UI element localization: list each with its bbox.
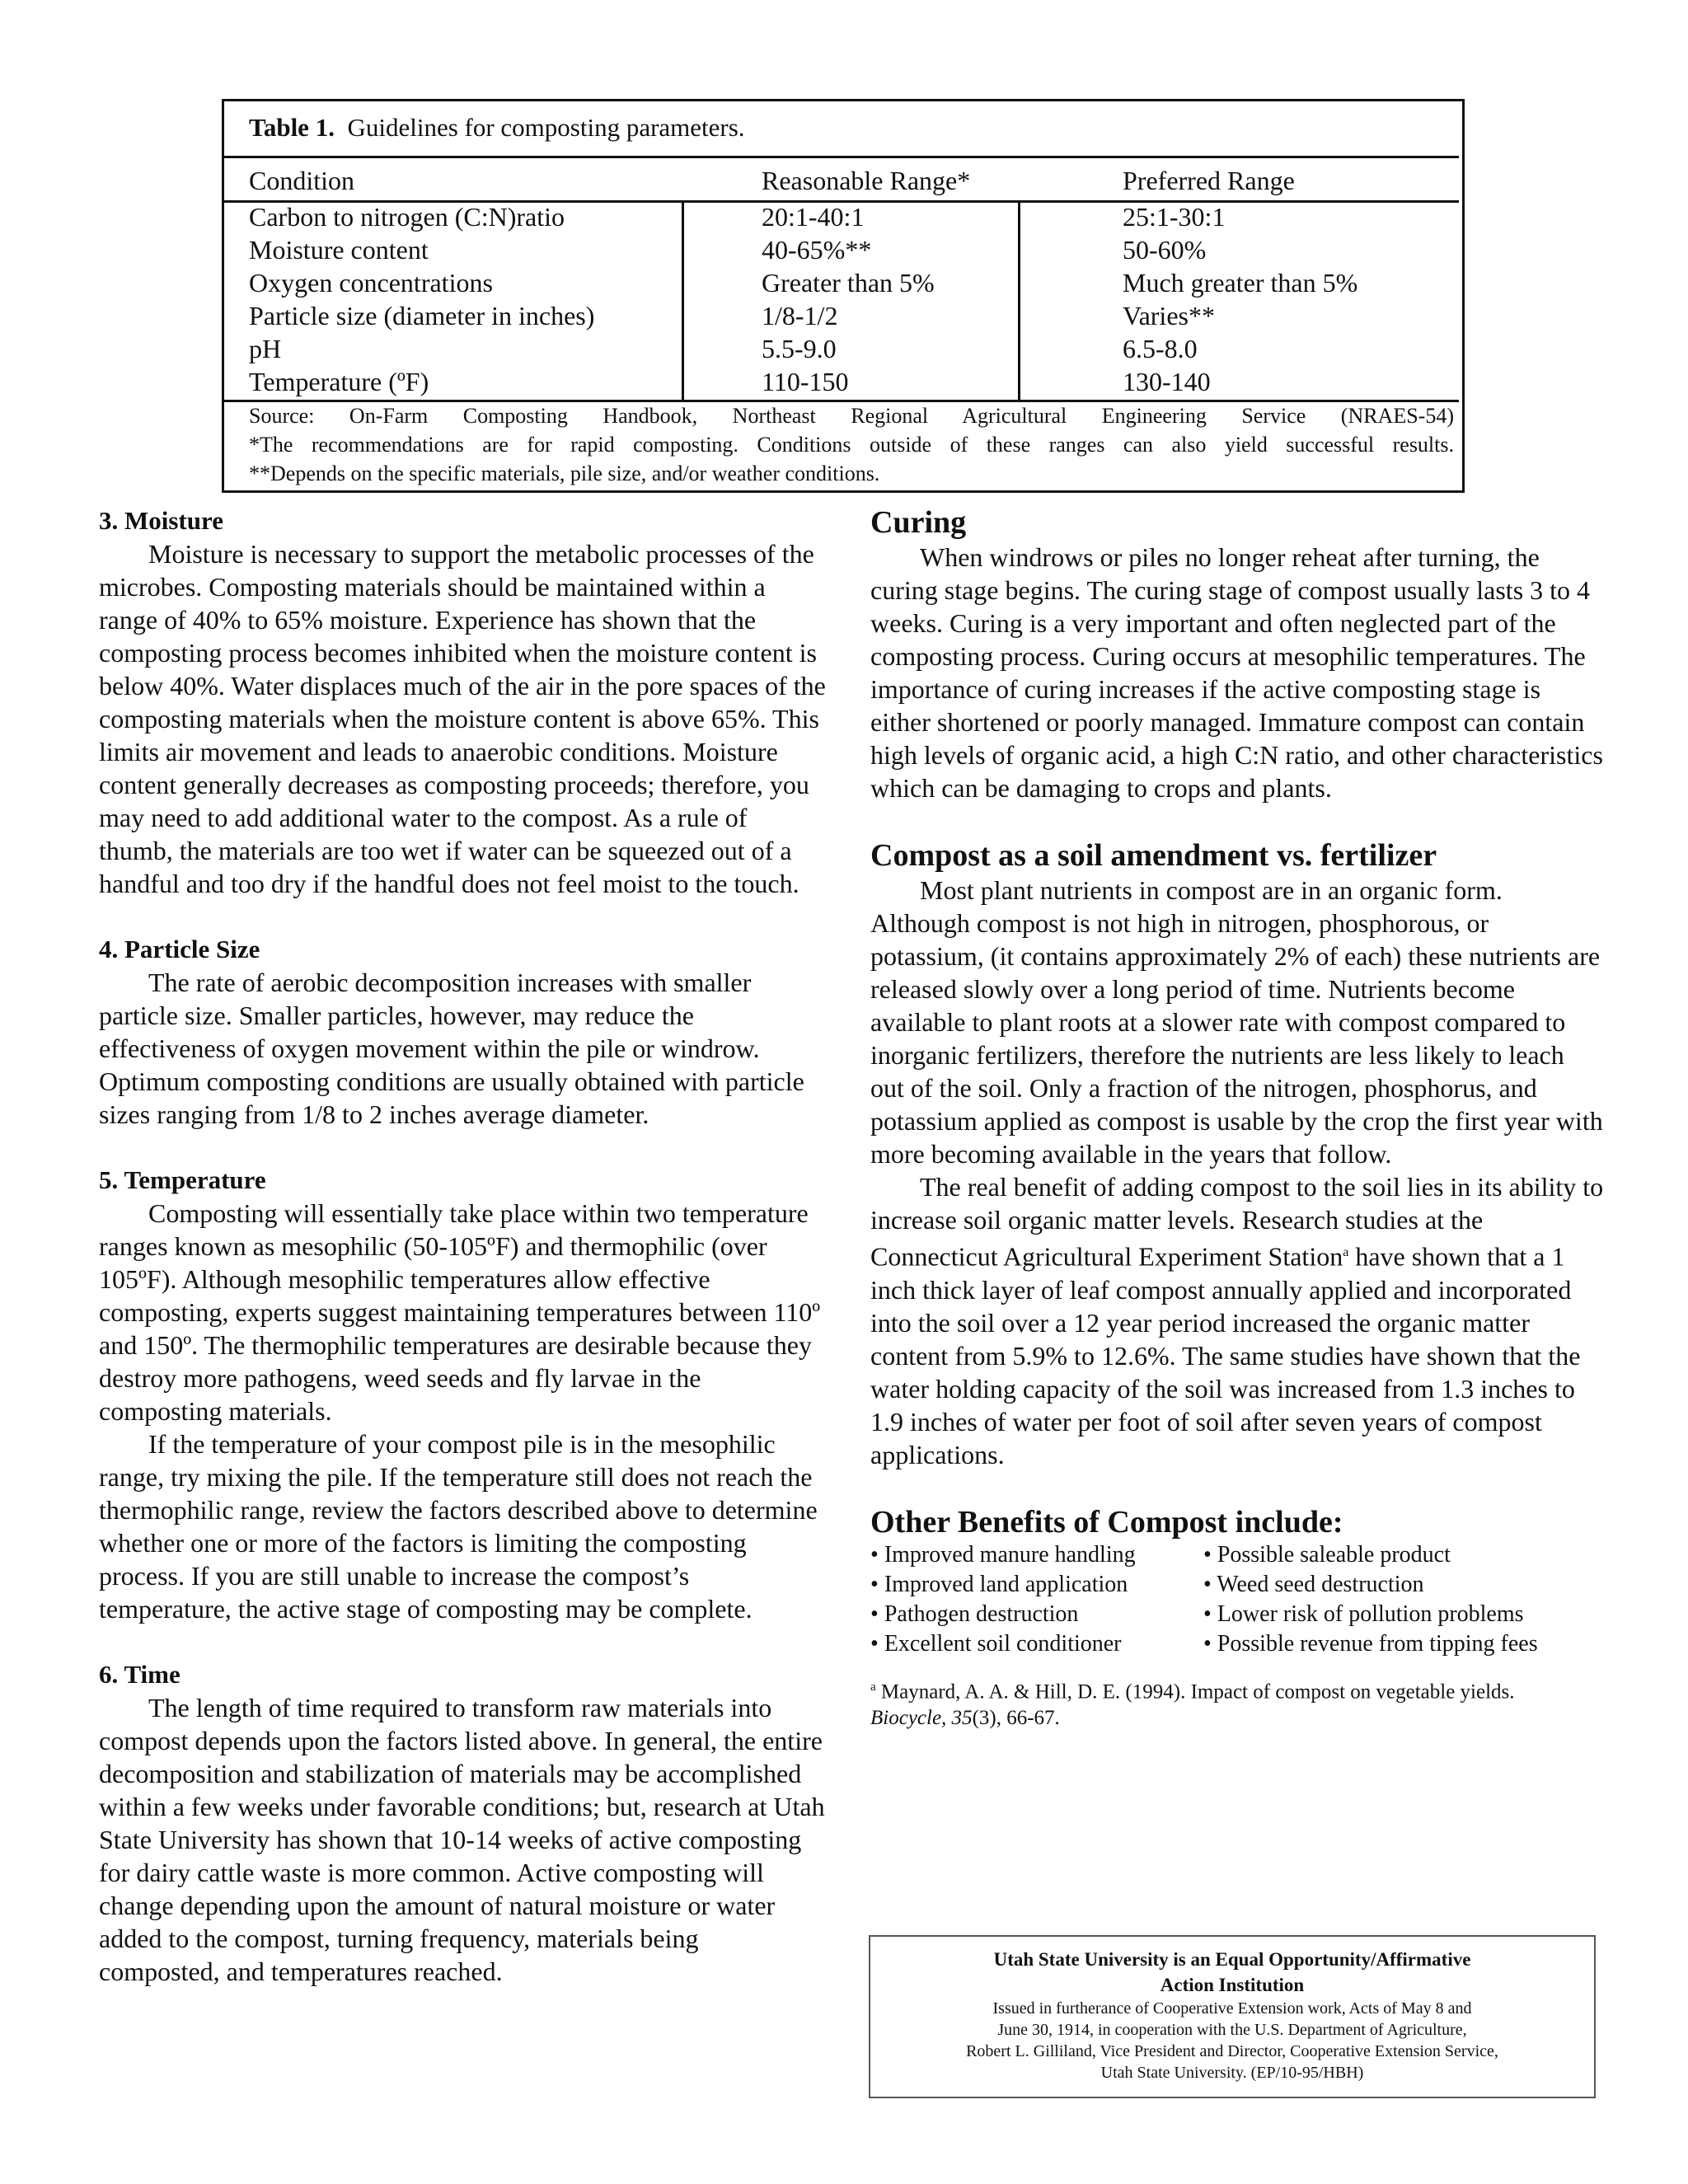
table-cell: Carbon to nitrogen (C:N)ratio bbox=[249, 202, 565, 232]
header-preferred-range: Preferred Range bbox=[1123, 166, 1295, 195]
footnote-marker: a bbox=[870, 1680, 876, 1694]
list-item: • Possible saleable product bbox=[1203, 1540, 1538, 1570]
table-cell: Oxygen concentrations bbox=[249, 268, 493, 298]
moisture-heading: 3. Moisture bbox=[99, 506, 223, 535]
curing-heading: Curing bbox=[870, 505, 967, 540]
footnote-ref: a bbox=[1343, 1245, 1349, 1259]
time-heading: 6. Time bbox=[99, 1660, 181, 1689]
header-condition: Condition bbox=[249, 166, 355, 195]
table-cell: Varies** bbox=[1123, 301, 1215, 330]
header-reasonable-range: Reasonable Range* bbox=[762, 166, 971, 195]
table-cell: Particle size (diameter in inches) bbox=[249, 301, 595, 330]
benefits-left-column bbox=[870, 1540, 1136, 1659]
particle-size-heading: 4. Particle Size bbox=[99, 935, 260, 963]
table-cell: Much greater than 5% bbox=[1123, 268, 1358, 298]
list-item: • Lower risk of pollution problems bbox=[1203, 1600, 1538, 1629]
table-cell: 5.5-9.0 bbox=[762, 334, 837, 363]
table-footnote-2: **Depends on the specific materials, pile size, and/or weather conditions. bbox=[249, 462, 880, 485]
benefits-right-column bbox=[1203, 1540, 1538, 1659]
right-column bbox=[870, 504, 1604, 1732]
caption-rule bbox=[224, 156, 1459, 158]
table-cell: Greater than 5% bbox=[762, 268, 935, 298]
table-cell: 25:1-30:1 bbox=[1123, 202, 1226, 232]
footnote: $^a$ Maynard, A. A. & Hill, D. E. (1994). Impact of compost on vegetable yields. Biocycle, 35(3), 66-67. bbox=[870, 1680, 1515, 1729]
temperature-paragraph-2: If the temperature of your compost pile is in the mesophilic range, try mixing the pile. If the temperature still does not reach the thermophilic range, review the factors described above to determine whether one or more of the factors is limiting the composting process. If you are still unable to increase the compost’s temperature, the active stage of composting may be complete. bbox=[99, 1429, 818, 1624]
eo-line: Utah State University. (EP/10-95/HBH) bbox=[1100, 2064, 1364, 2082]
list-item: • Pathogen destruction bbox=[870, 1600, 1136, 1629]
eo-title-line-1: Utah State University is an Equal Opportunity/Affirmative bbox=[993, 1949, 1471, 1970]
journal-name: Biocycle, 35 bbox=[870, 1706, 973, 1729]
eo-line: Issued in furtherance of Cooperative Extension work, Acts of May 8 and bbox=[992, 1999, 1472, 2018]
time-paragraph: The length of time required to transform raw materials into compost depends upon the factors listed above. In general, the entire decomposition and stabilization of materials may be accomplished within a few weeks under favorable conditions; but, research at Utah State University has shown that 10-14 weeks of active composting for dairy cattle waste is more common. Active composting will change depending upon the amount of natural moisture or water added to the compost, turning frequency, materials being composted, and temperatures reached. bbox=[99, 1693, 825, 1986]
table-cell: 6.5-8.0 bbox=[1123, 334, 1198, 363]
temperature-heading: 5. Temperature bbox=[99, 1165, 266, 1194]
composting-parameters-table bbox=[222, 99, 1465, 493]
list-item: • Improved land application bbox=[870, 1570, 1136, 1600]
table-cell: 50-60% bbox=[1123, 235, 1207, 265]
table-cell: 110-150 bbox=[762, 367, 849, 396]
list-item: • Excellent soil conditioner bbox=[870, 1629, 1136, 1659]
list-item: • Possible revenue from tipping fees bbox=[1203, 1629, 1538, 1659]
table-cell: Moisture content bbox=[249, 235, 429, 265]
table-cell: pH bbox=[249, 334, 282, 363]
list-item: • Weed seed destruction bbox=[1203, 1570, 1538, 1600]
table-cell: 130-140 bbox=[1123, 367, 1211, 396]
soil-amendment-heading: Compost as a soil amendment vs. fertilizer bbox=[870, 838, 1437, 873]
table-cell: Temperature (ºF) bbox=[249, 367, 429, 396]
particle-size-paragraph: The rate of aerobic decomposition increases with smaller particle size. Smaller particles, however, may reduce the effectiveness of oxygen movement within the pile or windrow. Optimum composting conditions are usually obtained with particle sizes ranging from 1/8 to 2 inches average diameter. bbox=[99, 968, 804, 1129]
list-item: • Improved manure handling bbox=[870, 1540, 1136, 1570]
soil-amendment-paragraph-2: The real benefit of adding compost to the soil lies in its ability to increase soil organic matter levels. Research studies at the Connecticut Agricultural Experiment Station$^a$ have shown that a 1 inch thick layer of leaf compost annually applied and incorporated into the soil over a 12 year period increased the organic matter content from 5.9% to 12.6%. The same studies have shown that the water holding capacity of the soil was increased from 1.3 inches to 1.9 inches of water per foot of soil after seven years of compost applications. bbox=[870, 1172, 1604, 1469]
eo-title-line-2: Action Institution bbox=[1160, 1975, 1305, 1995]
table-footnote-1: *The recommendations are for rapid composting. Conditions outside of these ranges can also yield successful results. bbox=[249, 433, 1454, 457]
equal-opportunity-notice bbox=[869, 1935, 1596, 2098]
table-caption: Table 1. Guidelines for composting parameters. bbox=[249, 113, 745, 142]
benefits-list bbox=[870, 1540, 1604, 1662]
table-cell: 20:1-40:1 bbox=[762, 202, 865, 232]
temperature-paragraph-1: Composting will essentially take place within two temperature ranges known as mesophilic (50-105ºF) and thermophilic (over 105ºF). Although mesophilic temperatures allow effective composting, experts suggest maintaining temperatures between 110º and 150º. The thermophilic temperatures are desirable because they destroy more pathogens, weed seeds and fly larvae in the composting materials. bbox=[99, 1198, 821, 1426]
left-column bbox=[99, 504, 826, 1988]
table-cell: 40-65%** bbox=[762, 235, 872, 265]
column-divider-2 bbox=[1018, 200, 1020, 401]
eo-line: Robert L. Gilliland, Vice President and Director, Cooperative Extension Service, bbox=[966, 2042, 1498, 2060]
soil-amendment-paragraph-1: Most plant nutrients in compost are in an organic form. Although compost is not high in nitrogen, phosphorous, or potassium, (it contains approximately 2% of each) these nutrients are released slowly over a long period of time. Nutrients become available to plant roots at a slower rate with compost compared to inorganic fertilizers, therefore the nutrients are less likely to leach out of the soil. Only a fraction of the nitrogen, phosphorus, and potassium applied as compost is usable by the crop the first year with more becoming available in the years that follow. bbox=[870, 875, 1603, 1169]
benefits-heading: Other Benefits of Compost include: bbox=[870, 1504, 1343, 1540]
table-source-note: Source: On-Farm Composting Handbook, Northeast Regional Agricultural Engineering Service (NRAES-54) bbox=[249, 404, 1454, 428]
column-divider-1 bbox=[682, 200, 684, 401]
eo-line: June 30, 1914, in cooperation with the U.S. Department of Agriculture, bbox=[997, 2021, 1467, 2039]
curing-paragraph: When windrows or piles no longer reheat after turning, the curing stage begins. The curing stage of compost usually lasts 3 to 4 weeks. Curing is a very important and often neglected part of the composting process. Curing occurs at mesophilic temperatures. The importance of curing increases if the active composting stage is either shortened or poorly managed. Immature compost can contain high levels of organic acid, a high C:N ratio, and other characteristics which can be damaging to crops and plants. bbox=[870, 542, 1603, 803]
moisture-paragraph: Moisture is necessary to support the metabolic processes of the microbes. Composting materials should be maintained within a range of 40% to 65% moisture. Experience has shown that the composting process becomes inhibited when the moisture content is below 40%. Water displaces much of the air in the pore spaces of the composting materials when the moisture content is above 65%. This limits air movement and leads to anaerobic conditions. Moisture content generally decreases as composting proceeds; therefore, you may need to add additional water to the compost. As a rule of thumb, the materials are too wet if water can be squeezed out of a handful and too dry if the handful does not feel moist to the touch. bbox=[99, 539, 826, 898]
table-cell: 1/8-1/2 bbox=[762, 301, 838, 330]
